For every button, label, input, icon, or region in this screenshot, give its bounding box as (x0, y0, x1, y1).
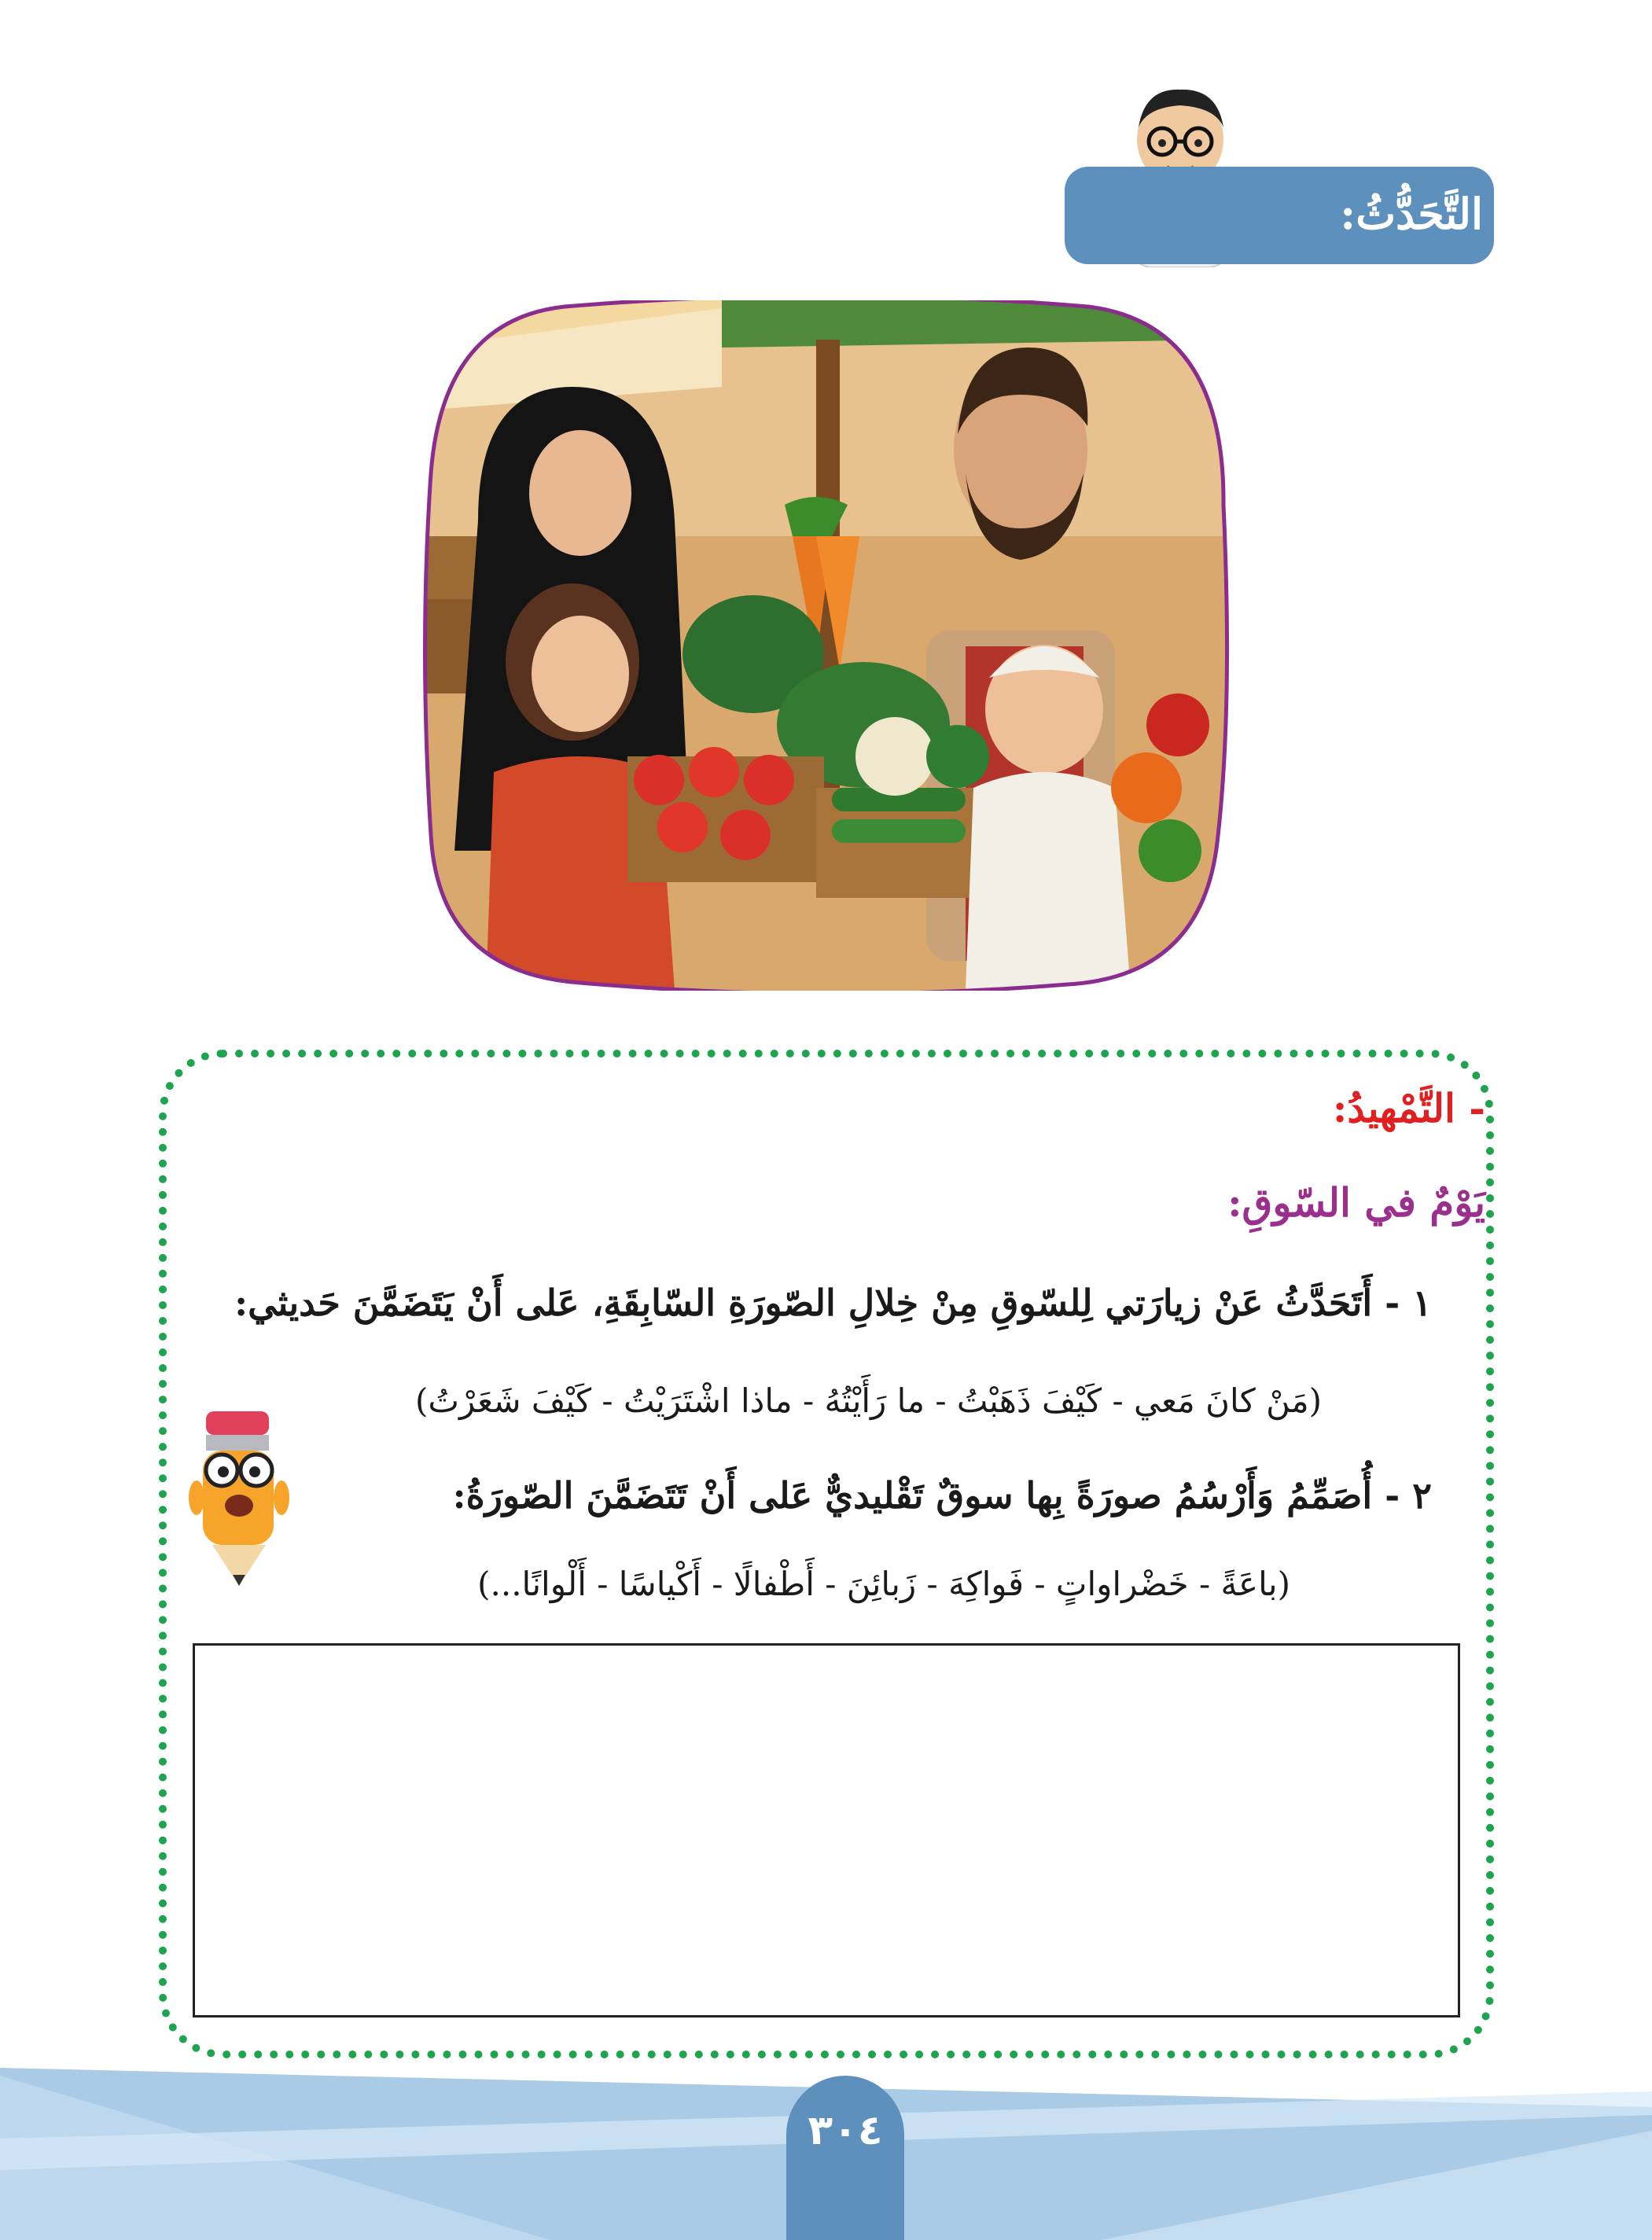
question-1-hint: (مَنْ كانَ مَعي - كَيْفَ ذَهَبْتُ - ما رَأَيْتُهُ - ماذا اشْتَرَيْتُ - كَيْفَ شَعَرْتُ) (415, 1381, 1322, 1420)
lesson-title: يَوْمٌ في السّوقِ: (1227, 1179, 1485, 1226)
page-number: ٣٠٤ (808, 2107, 883, 2154)
drawing-answer-box[interactable] (193, 1643, 1460, 2017)
question-2: ٢ - أُصَمِّمُ وَأَرْسُمُ صورَةً بِها سوقٌ تَقْليديٌّ عَلى أَنْ تَتَضَمَّنَ الصّورَةُ: (452, 1474, 1432, 1517)
page-number-tab (786, 2076, 904, 2240)
pencil-mascot-icon (189, 1380, 291, 1592)
market-scene-illustration (423, 300, 1230, 991)
question-2-hint: (باعَةً - خَضْراواتٍ - فَواكِهَ - زَبائِنَ - أَطْفالًا - أَكْياسًا - أَلْوانًا...) (477, 1565, 1290, 1603)
section-title: التَّحَدُّثُ: (1340, 189, 1483, 239)
intro-heading: - التَّمْهيدُ: (1332, 1085, 1485, 1131)
question-1: ١ - أَتَحَدَّثُ عَنْ زيارَتي لِلسّوقِ مِنْ خِلالِ الصّورَةِ السّابِقَةِ، عَلى أَنْ يَتَضَمَّنَ حَديثي: (234, 1282, 1432, 1324)
